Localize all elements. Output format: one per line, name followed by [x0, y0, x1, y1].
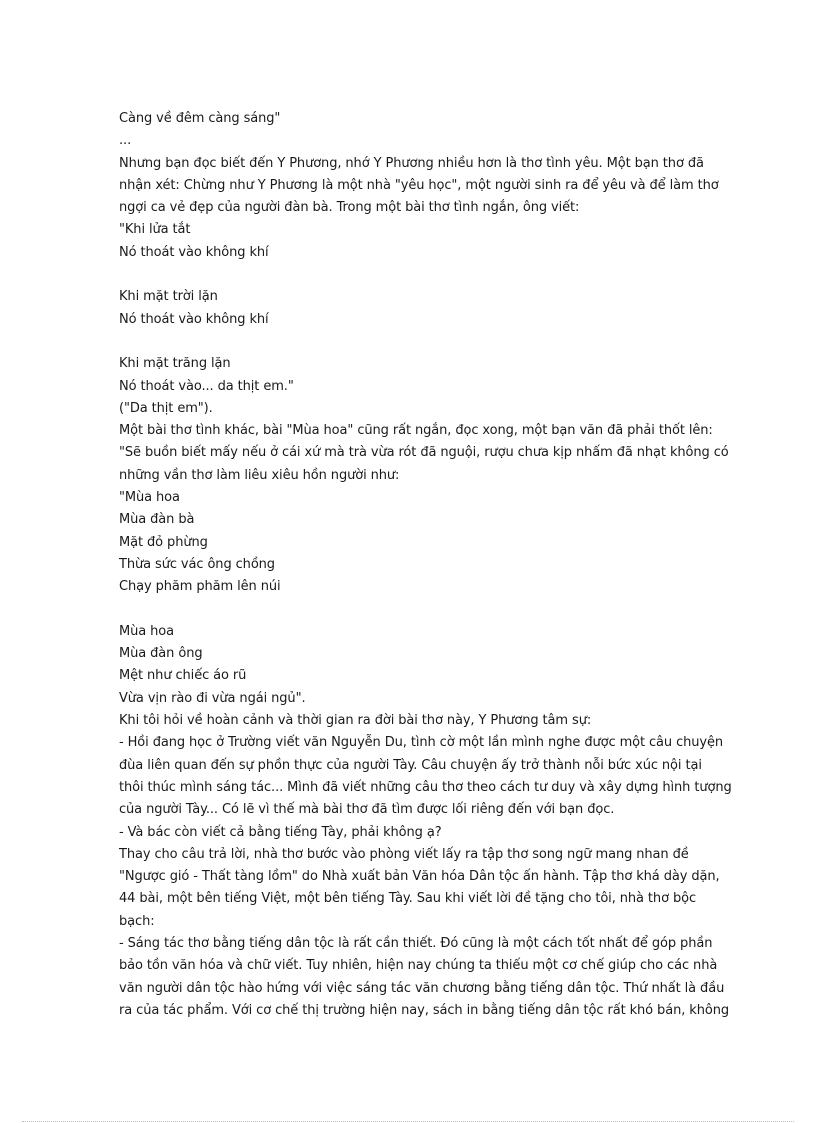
text-line: Mùa đàn ông	[119, 646, 203, 662]
text-line: "Mùa hoa	[119, 490, 180, 506]
text-line	[119, 264, 719, 286]
text-line	[119, 331, 719, 353]
text-line: Nó thoát vào không khí	[119, 311, 269, 327]
text-line: nhận xét: Chừng như Y Phương là một nhà "yêu học", một người sinh ra để yêu và để làm thơ	[119, 177, 719, 193]
text-line: Mùa đàn bà	[119, 512, 195, 528]
text-line: - Và bác còn viết cả bằng tiếng Tày, phải không ạ?	[119, 824, 442, 840]
text-line: ngợi ca vẻ đẹp của người đàn bà. Trong một bài thơ tình ngắn, ông viết:	[119, 200, 580, 216]
body-text	[119, 108, 732, 1022]
text-line: ...	[119, 133, 132, 149]
text-line: của người Tày... Có lẽ vì thế mà bài thơ đã tìm được lối riêng đến với bạn đọc.	[119, 802, 615, 818]
text-line: Nhưng bạn đọc biết đến Y Phương, nhớ Y Phương nhiều hơn là thơ tình yêu. Một bạn thơ đã	[119, 155, 704, 171]
text-line: Thay cho câu trả lời, nhà thơ bước vào phòng viết lấy ra tập thơ song ngữ mang nhan đề	[119, 846, 689, 862]
text-line: Khi mặt trời lặn	[119, 289, 218, 305]
text-line: bạch:	[119, 913, 155, 929]
text-line: đùa liên quan đến sự phồn thực của người Tày. Câu chuyện ấy trở thành nỗi bức xúc nội tại	[119, 757, 702, 773]
text-line: "Ngược gió - Thất tàng lồm" do Nhà xuất bản Văn hóa Dân tộc ấn hành. Tập thơ khá dày dặn,	[119, 869, 720, 885]
text-line: văn người dân tộc hào hứng với việc sáng tác văn chương bằng tiếng dân tộc. Thứ nhất là đầu	[119, 980, 725, 996]
text-line: ("Da thịt em").	[119, 400, 213, 416]
text-line: Nó thoát vào không khí	[119, 244, 269, 260]
text-line: Khi tôi hỏi về hoàn cảnh và thời gian ra đời bài thơ này, Y Phương tâm sự:	[119, 713, 592, 729]
text-line: - Hồi đang học ở Trường viết văn Nguyễn Du, tình cờ một lần mình nghe được một câu chuyện	[119, 735, 724, 751]
text-line: - Sáng tác thơ bằng tiếng dân tộc là rất cần thiết. Đó cũng là một cách tốt nhất để góp phần	[119, 935, 713, 951]
text-line: những vần thơ làm liêu xiêu hồn người như:	[119, 467, 400, 483]
text-line: Nó thoát vào... da thịt em."	[119, 378, 294, 394]
text-line: Mệt như chiếc áo rũ	[119, 668, 247, 684]
text-line: Khi mặt trăng lặn	[119, 356, 231, 372]
text-line: Thừa sức vác ông chồng	[119, 556, 275, 572]
text-line: Càng về đêm càng sáng"	[119, 111, 281, 126]
text-line: Một bài thơ tình khác, bài "Mùa hoa" cũng rất ngắn, đọc xong, một bạn văn đã phải thốt lên:	[119, 423, 713, 439]
text-line: Mùa hoa	[119, 623, 175, 639]
text-line: Chạy phăm phăm lên núi	[119, 579, 281, 595]
text-line: ra của tác phẩm. Với cơ chế thị trường hiện nay, sách in bằng tiếng dân tộc rất khó bán, không	[119, 1002, 729, 1018]
text-line: "Sẽ buồn biết mấy nếu ở cái xứ mà trà vừa rót đã nguội, rượu chưa kịp nhấm đã nhạt không có	[119, 445, 729, 461]
text-line: Vừa vịn rào đi vừa ngái ngủ".	[119, 690, 306, 706]
text-line: thôi thúc mình sáng tác... Mình đã viết những câu thơ theo cách tư duy và xây dựng hình tượng	[119, 779, 732, 795]
text-line: bảo tồn văn hóa và chữ viết. Tuy nhiên, hiện nay chúng ta thiếu một cơ chế giúp cho các nhà	[119, 958, 718, 974]
text-line: Mặt đỏ phừng	[119, 534, 208, 550]
text-line	[119, 599, 719, 621]
text-line: "Khi lửa tắt	[119, 222, 191, 238]
page-bottom-dotted-rule	[22, 1121, 794, 1122]
text-line: 44 bài, một bên tiếng Việt, một bên tiếng Tày. Sau khi viết lời đề tặng cho tôi, nhà thơ bộc	[119, 891, 697, 907]
